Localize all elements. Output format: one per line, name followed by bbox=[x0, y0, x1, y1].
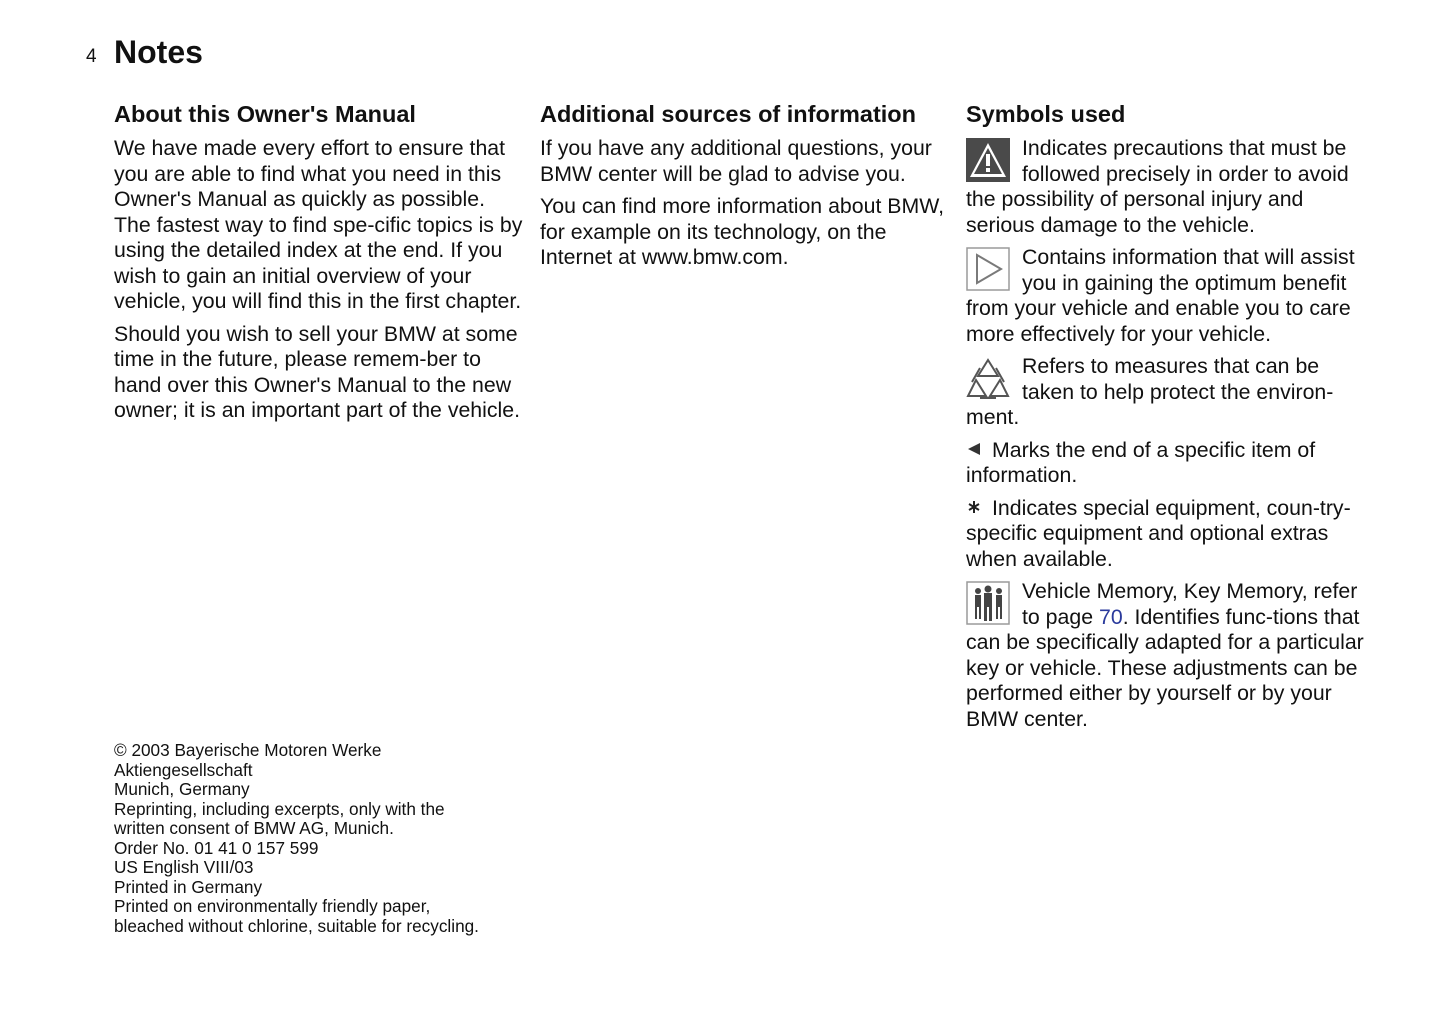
about-manual-heading: About this Owner's Manual bbox=[114, 101, 416, 127]
symbol-entry-memory bbox=[966, 579, 1376, 732]
play-triangle-icon bbox=[966, 247, 1010, 291]
page-title: Notes bbox=[114, 34, 203, 70]
symbol-entry-end bbox=[966, 438, 1376, 489]
asterisk-icon bbox=[966, 496, 982, 522]
symbols-used-section bbox=[966, 98, 1376, 739]
imprint-line: written consent of BMW AG, Munich. bbox=[114, 818, 394, 838]
about-manual-paragraph: Should you wish to sell your BMW at some time in the future, please remem-ber to hand over this Owner's Manual to the new owner; it is an important part of the vehicle. bbox=[114, 321, 521, 422]
about-manual-paragraph: We have made every effort to ensure that you are able to find what you need in this Owner's Manual as quickly as possible. The fastest way to find spe-cific topics is by using the detailed index at the end. If you wish to gain an initial overview of your vehicle, you will find this in the first chapter. bbox=[114, 136, 523, 313]
recycle-icon bbox=[966, 356, 1010, 400]
symbol-entry-environment bbox=[966, 354, 1376, 431]
imprint-line: Printed on environmentally friendly paper, bbox=[114, 896, 431, 916]
symbol-text: Indicates precautions that must be followed precisely in order to avoid the possibility of personal injury and serious damage to the vehicle. bbox=[966, 136, 1349, 237]
additional-sources-heading: Additional sources of information bbox=[540, 101, 917, 127]
imprint-line: © 2003 Bayerische Motoren Werke bbox=[114, 740, 382, 760]
imprint-line: Reprinting, including excerpts, only with the bbox=[114, 798, 445, 819]
imprint-line: Printed in Germany bbox=[114, 876, 263, 897]
imprint-line: bleached without chlorine, suitable for recycling. bbox=[114, 915, 479, 936]
additional-sources-paragraph: You can find more information about BMW, for example on its technology, on the Internet at www.bmw.com. bbox=[540, 194, 945, 269]
page-number: 4 bbox=[86, 46, 97, 67]
symbol-text: Indicates special equipment, coun-try-specific equipment and optional extras when available. bbox=[966, 495, 1351, 571]
imprint-block bbox=[114, 741, 544, 936]
additional-sources-section bbox=[540, 98, 950, 278]
page-70-link[interactable]: 70 bbox=[1098, 604, 1123, 629]
about-manual-section bbox=[114, 98, 524, 431]
symbol-text: Vehicle Memory, Key Memory, refer to page bbox=[1022, 579, 1358, 629]
people-icon bbox=[966, 581, 1010, 625]
symbol-text: . Identifies func-tions that can be specifically adapted for a particular key or vehicle. These adjustments can be performed either by yourself or by your BMW center. bbox=[966, 604, 1364, 731]
symbol-text: Refers to measures that can be taken to help protect the environ-ment. bbox=[966, 354, 1334, 429]
symbol-entry-info bbox=[966, 245, 1376, 347]
imprint-line: Munich, Germany bbox=[114, 779, 250, 799]
symbol-text: Marks the end of a specific item of information. bbox=[966, 437, 1316, 487]
symbol-entry-equipment bbox=[966, 496, 1376, 573]
imprint-line: Order No. 01 41 0 157 599 bbox=[114, 837, 319, 858]
symbols-used-heading: Symbols used bbox=[966, 101, 1126, 127]
end-marker-icon bbox=[966, 438, 982, 464]
additional-sources-paragraph: If you have any additional questions, your BMW center will be glad to advise you. bbox=[540, 136, 932, 186]
warning-triangle-icon bbox=[966, 138, 1010, 182]
symbol-entry-warning bbox=[966, 136, 1376, 238]
symbol-text: Contains information that will assist you in gaining the optimum benefit from your vehicle and enable you to care more effectively for your vehicle. bbox=[966, 245, 1355, 346]
imprint-line: US English VIII/03 bbox=[114, 857, 254, 877]
imprint-line: Aktiengesellschaft bbox=[114, 759, 253, 780]
